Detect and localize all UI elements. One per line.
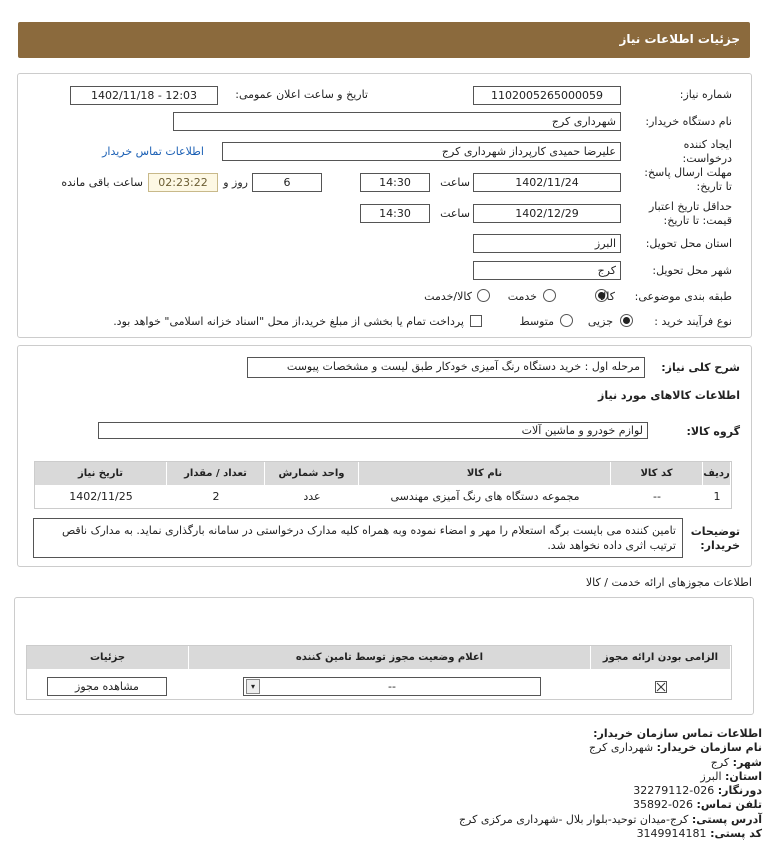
goods-table xyxy=(34,461,732,509)
city-field[interactable]: کرج xyxy=(473,261,621,280)
contact-line-org: نام سازمان خریدار: شهرداری کرج xyxy=(589,741,762,755)
summary-label: شرح کلی نیاز: xyxy=(661,361,740,374)
cell-code: -- xyxy=(653,490,661,503)
required-checkbox xyxy=(655,681,667,693)
deadline-label: مهلت ارسال پاسخ: تا تاریخ: xyxy=(644,166,732,193)
notes-box: تامین کننده می بایست برگه استعلام را مهر و امضاء نموده وبه همراه کلیه مدارک درخواستی در سامانه بارگذاری نماید. به مدارک ناقص ترتیب اثری داده نخواهد شد. xyxy=(33,518,683,558)
contact-line-fax: دورنگار: 026-32279112 xyxy=(633,784,762,798)
validity-time-field[interactable]: 14:30 xyxy=(360,204,430,223)
col-date: تاریخ نیاز xyxy=(35,462,167,485)
permit-status-value: -- xyxy=(388,680,396,693)
creator-field[interactable]: علیرضا حمیدی کارپرداز شهرداری کرج xyxy=(222,142,621,161)
goods-group-label: گروه کالا: xyxy=(686,425,740,438)
buyer-field[interactable]: شهرداری کرج xyxy=(173,112,621,131)
col-status: اعلام وضعیت مجوز توسط تامین کننده xyxy=(189,646,591,669)
deadline-time-label: ساعت xyxy=(440,176,470,189)
contact-title: اطلاعات تماس سازمان خریدار: xyxy=(593,727,762,740)
remaining-label: ساعت باقی مانده xyxy=(61,176,143,189)
col-details: جزئیات xyxy=(27,646,189,669)
permits-title: اطلاعات مجوزهای ارائه خدمت / کالا xyxy=(585,576,752,589)
announce-field[interactable]: 1402/11/18 - 12:03 xyxy=(70,86,218,105)
view-permit-button[interactable]: مشاهده مجوز xyxy=(47,677,167,696)
creator-label: ایجاد کننده درخواست: xyxy=(682,138,732,165)
chevron-down-icon[interactable]: ▾ xyxy=(246,679,260,694)
cell-name: مجموعه دستگاه های رنگ آمیزی مهندسی xyxy=(390,490,580,503)
process-label: نوع فرآیند خرید : xyxy=(654,315,732,328)
remaining-field: 02:23:22 xyxy=(148,173,218,192)
province-label: استان محل تحویل: xyxy=(645,237,732,250)
process-radio-medium[interactable] xyxy=(560,314,573,330)
goods-section-title: اطلاعات کالاهای مورد نیاز xyxy=(598,389,740,402)
contact-line-address: آدرس پستی: کرج-میدان توحید-بلوار بلال -شهرداری مرکزی کرج xyxy=(458,812,762,826)
payment-note: پرداخت تمام یا بخشی از مبلغ خرید،از محل "اسناد خزانه اسلامی" خواهد بود. xyxy=(113,315,464,328)
contact-line-phone: تلفن تماس: 026-35892 xyxy=(633,798,762,812)
process-minor-label: جزیی xyxy=(587,315,613,328)
province-field[interactable]: البرز xyxy=(473,234,621,253)
page-header xyxy=(18,22,750,58)
days-label: روز و xyxy=(223,176,248,189)
category-label: طبقه بندی موضوعی: xyxy=(634,290,732,303)
buyer-label: نام دستگاه خریدار: xyxy=(645,115,732,128)
deadline-time-field[interactable]: 14:30 xyxy=(360,173,430,192)
need-number-label: شماره نیاز: xyxy=(679,88,732,101)
col-qty: تعداد / مقدار xyxy=(167,462,265,485)
col-unit: واحد شمارش xyxy=(265,462,359,485)
category-service-label: خدمت xyxy=(507,290,537,303)
city-label: شهر محل تحویل: xyxy=(652,264,732,277)
category-goods-label: کالا xyxy=(600,290,615,303)
col-code: کد کالا xyxy=(611,462,703,485)
contact-line-city: شهر: کرج xyxy=(710,755,762,769)
treasury-checkbox[interactable] xyxy=(470,315,482,327)
contact-line-postal: کد پستی: 3149914181 xyxy=(636,827,762,841)
goods-group-field[interactable]: لوازم خودرو و ماشین آلات xyxy=(98,422,648,439)
col-required: الزامی بودن ارائه مجوز xyxy=(591,646,731,669)
contact-line-province: استان: البرز xyxy=(700,769,762,783)
cell-date: 1402/11/25 xyxy=(69,490,133,503)
need-number-field[interactable]: 1102005265000059 xyxy=(473,86,621,105)
table-row[interactable] xyxy=(35,485,731,508)
cell-qty: 2 xyxy=(212,490,220,503)
cell-unit: عدد xyxy=(303,490,321,503)
process-radio-minor[interactable] xyxy=(620,314,633,330)
col-name: نام کالا xyxy=(359,462,611,485)
buyer-contact-link[interactable]: اطلاعات تماس خریدار xyxy=(102,145,204,158)
category-radio-both[interactable] xyxy=(477,289,490,305)
summary-field[interactable]: مرحله اول : خرید دستگاه رنگ آمیزی خودکار طبق لیست و مشخصات پیوست xyxy=(247,357,645,378)
validity-label: حداقل تاریخ اعتبار قیمت: تا تاریخ: xyxy=(648,200,732,227)
permits-table xyxy=(26,645,732,700)
category-radio-service[interactable] xyxy=(543,289,556,305)
validity-time-label: ساعت xyxy=(440,207,470,220)
announce-label: تاریخ و ساعت اعلان عمومی: xyxy=(235,88,368,101)
days-field[interactable]: 6 xyxy=(252,173,322,192)
category-both-label: کالا/خدمت xyxy=(424,290,472,303)
page-title: جزئیات اطلاعات نیاز xyxy=(619,32,740,46)
contact-section xyxy=(422,727,762,841)
notes-label: توضیحات خریدار: xyxy=(690,525,740,552)
deadline-date-field[interactable]: 1402/11/24 xyxy=(473,173,621,192)
permit-status-select[interactable] xyxy=(243,677,541,696)
cell-index: 1 xyxy=(713,490,721,503)
col-index: ردیف xyxy=(703,462,731,485)
validity-date-field[interactable]: 1402/12/29 xyxy=(473,204,621,223)
process-medium-label: متوسط xyxy=(519,315,554,328)
